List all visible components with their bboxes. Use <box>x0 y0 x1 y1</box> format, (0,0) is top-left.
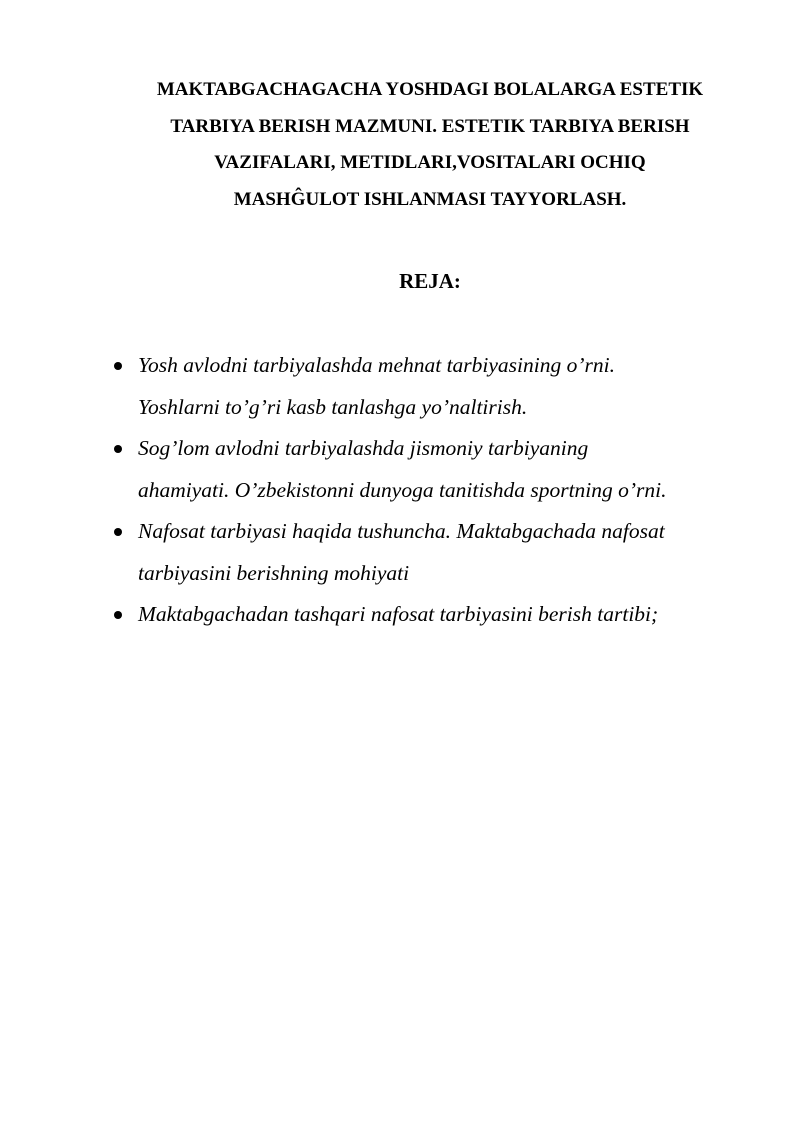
title-line: TARBIYA BERISH MAZMUNI. ESTETIK TARBIYA BERISH <box>170 115 690 137</box>
plan-item-line: Nafosat tarbiyasi haqida tushuncha. Maktabgachada nafosat <box>138 519 665 543</box>
bullet-icon <box>114 362 122 370</box>
plan-list <box>110 345 760 636</box>
plan-item-line: Sog’lom avlodni tarbiyalashda jismoniy tarbiyaning <box>138 436 589 460</box>
document-title <box>100 72 760 218</box>
plan-item <box>110 594 760 636</box>
plan-item <box>110 511 760 594</box>
bullet-icon <box>114 528 122 536</box>
title-line: MAKTABGACHAGACHA YOSHDAGI BOLALARGA ESTETIK <box>156 79 704 100</box>
title-line: VAZIFALARI, METIDLARI,VOSITALARI OCHIQ <box>214 152 646 173</box>
plan-item-line: Yoshlarni to’g’ri kasb tanlashga yo’naltirish. <box>138 394 528 419</box>
plan-item <box>110 428 760 511</box>
title-line: MASHĜULOT ISHLANMASI TAYYORLASH. <box>233 188 627 210</box>
bullet-icon <box>114 611 122 619</box>
plan-item-line: Yosh avlodni tarbiyalashda mehnat tarbiyasining o’rni. <box>138 353 615 377</box>
plan-item-line: tarbiyasini berishning mohiyati <box>138 560 410 585</box>
plan-item-line: Maktabgachadan tashqari nafosat tarbiyasini berish tartibi; <box>138 602 659 626</box>
plan-heading: REJA: <box>399 269 461 293</box>
plan-item-line: ahamiyati. O’zbekistonni dunyoga tanitishda sportning o’rni. <box>138 477 667 502</box>
plan-item <box>110 345 760 428</box>
bullet-icon <box>114 445 122 453</box>
